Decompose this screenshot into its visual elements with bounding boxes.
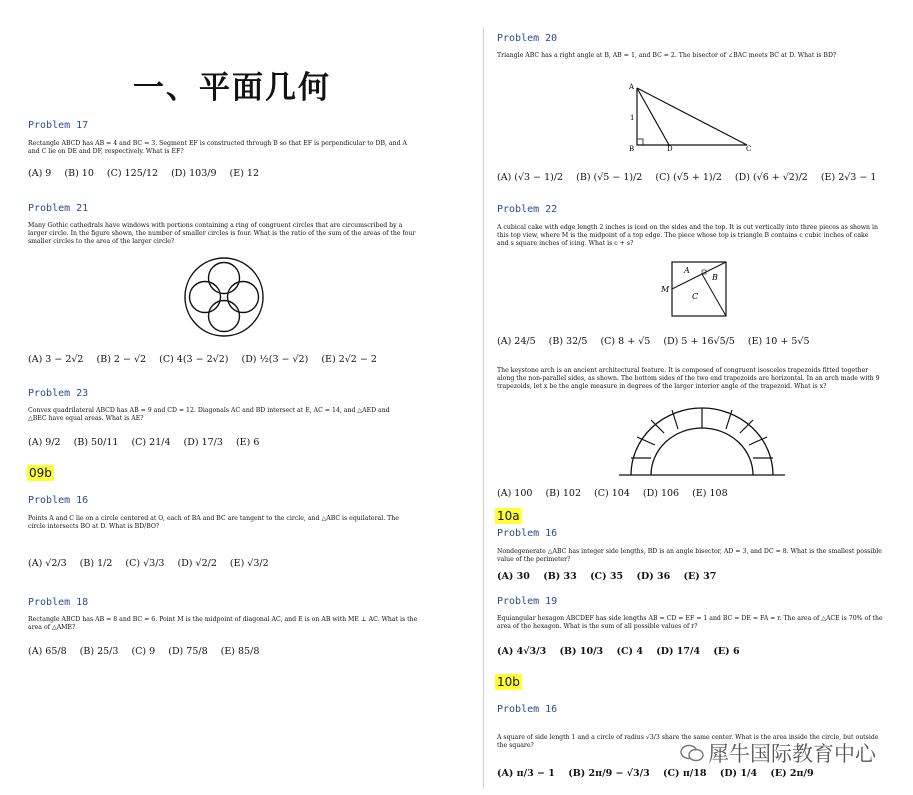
side-length-label: 1 (630, 114, 635, 122)
answer-e: (E) 2π/9 (770, 768, 814, 779)
answer-c: (C) π/18 (663, 768, 707, 779)
problem-19-text: Equiangular hexagon ABCDEF has side lengths AB = CD = EF = 1 and BC = DE = FA = r. The area of △ACE is 70% of the area of the hexagon. What is the sum of all possible values of r? (497, 615, 883, 631)
answer-d: (D) ½(3 − √2) (241, 354, 309, 365)
problem-21-answers (28, 354, 387, 365)
answer-a: (A) 30 (497, 571, 530, 582)
problem-20-label: Problem 20 (497, 33, 558, 44)
answer-d: (D) 106 (642, 488, 680, 499)
tag-10a: 10a (497, 509, 520, 523)
problem-17-label: Problem 17 (28, 120, 89, 131)
page-title: 一、平面几何 (133, 70, 331, 106)
problem-23-answers (28, 437, 269, 448)
answer-b: (B) 10/3 (559, 646, 604, 657)
midpoint-m-label: M (661, 285, 670, 294)
problem-19-label: Problem 19 (497, 596, 558, 607)
answer-d: (D) 75/8 (168, 646, 208, 657)
gothic-window-figure (183, 256, 265, 338)
problem-18-text: Rectangle ABCD has AB = 8 and BC = 6. Point M is the midpoint of diagonal AC, and E is on AB with ME ⊥ AC. What is the area of △AME? (28, 616, 418, 632)
vertex-c-label: C (746, 145, 752, 152)
problem-23-text: Convex quadrilateral ABCD has AB = 9 and CD = 12. Diagonals AC and BD intersect at E, AC = 14, and △AED and △BEC have equal areas. What is AE? (28, 407, 390, 423)
answer-c: (C) 35 (590, 571, 624, 582)
answer-a: (A) 4√3/3 (497, 646, 547, 657)
answer-a: (A) 65/8 (28, 646, 67, 657)
right-triangle-figure (625, 80, 755, 152)
answer-e: (E) 6 (713, 646, 740, 657)
answer-c: (C) 9 (131, 646, 156, 657)
answer-d: (D) 17/3 (183, 437, 223, 448)
problem-22-label: Problem 22 (497, 204, 558, 215)
answer-e: (E) 2√2 − 2 (321, 354, 377, 365)
answer-e: (E) 10 + 5√5 (747, 336, 810, 347)
answer-a: (A) π/3 − 1 (497, 768, 555, 779)
answer-a: (A) 24/5 (497, 336, 536, 347)
answer-e: (E) 85/8 (220, 646, 260, 657)
chat-bubble-icon (680, 744, 704, 762)
problem-16a-label: Problem 16 (497, 528, 558, 539)
problem-16-text: Points A and C lie on a circle centered at O, each of BA and BC are tangent to the circle, and △ABC is equilateral. The circle intersects BO at D. What is BD/BO? (28, 515, 399, 531)
problem-16a-text: Nondegenerate △ABC has integer side lengths, BD is an angle bisector, AD = 3, and DC = 8. What is the smallest possible value of the perimeter? (497, 548, 882, 564)
answer-a: (A) 100 (497, 488, 533, 499)
answer-d: (D) 1/4 (719, 768, 758, 779)
answer-a: (A) √2/3 (28, 558, 67, 569)
answer-b: (B) 102 (545, 488, 582, 499)
answer-c: (C) 104 (594, 488, 630, 499)
tag-10b: 10b (497, 675, 520, 689)
answer-b: (B) 1/2 (79, 558, 113, 569)
keystone-problem-text: The keystone arch is an ancient architectural feature. It is composed of congruent isosceles trapezoids fitted together along the non-parallel sides, as shown. The bottom sides of the two end trapezoids are horizontal. In an arch made with 9 trapezoids, let x be the angle measure in degrees of the larger interior angle of the trapezoid. What is x? (497, 367, 880, 391)
answer-b: (B) 50/11 (73, 437, 119, 448)
answer-a: (A) 9 (28, 168, 52, 179)
answer-e: (E) 2√3 − 1 (820, 172, 877, 183)
answer-b: (B) 25/3 (79, 646, 119, 657)
keystone-arch-figure (617, 405, 787, 477)
answer-b: (B) 2 − √2 (96, 354, 147, 365)
problem-22-answers (497, 336, 820, 347)
answer-d: (D) 103/9 (171, 168, 217, 179)
answer-b: (B) 10 (64, 168, 94, 179)
tag-09b: 09b (29, 466, 52, 480)
problem-23-label: Problem 23 (28, 388, 89, 399)
answer-d: (D) √2/2 (177, 558, 217, 569)
answer-e: (E) 37 (683, 571, 717, 582)
answer-e: (E) √3/2 (229, 558, 269, 569)
answer-c: (C) 125/12 (106, 168, 159, 179)
problem-20-answers (497, 172, 886, 183)
answer-d: (D) 36 (636, 571, 671, 582)
answer-e: (E) 6 (235, 437, 260, 448)
problem-17-text: Rectangle ABCD has AB = 4 and BC = 3. Segment EF is constructed through B so that EF is perpendicular to DB, and A and C lie on DE and DF, respectively. What is EF? (28, 140, 407, 156)
answer-a: (A) 3 − 2√2 (28, 354, 84, 365)
watermark (680, 738, 876, 768)
answer-c: (C) (√5 + 1)/2 (655, 172, 722, 183)
problem-16b-answers (497, 768, 824, 779)
problem-16b-text: A square of side length 1 and a circle of radius √3/3 share the same center. What is the area inside the circle, but outside the square? (497, 734, 879, 750)
problem-18-label: Problem 18 (28, 597, 89, 608)
problem-16a-answers (497, 571, 726, 582)
answer-b: (B) 32/5 (548, 336, 588, 347)
keystone-answers (497, 488, 738, 499)
problem-19-answers (497, 646, 750, 657)
problem-21-text: Many Gothic cathedrals have windows with portions containing a ring of congruent circles that are circumscribed by a larger circle. In the figure shown, the number of smaller circles is four. What is the ratio of the sum of the areas of the four smaller circles to the area of the larger circle? (28, 222, 416, 246)
vertex-b-label: B (629, 145, 635, 152)
answer-d: (D) (√6 + √2)/2 (734, 172, 808, 183)
region-b-label: B (712, 273, 718, 282)
column-divider (483, 28, 484, 788)
watermark-text: 犀牛国际教育中心 (708, 742, 876, 766)
answer-c: (C) 21/4 (131, 437, 171, 448)
problem-17-answers (28, 168, 269, 179)
answer-c: (C) √3/3 (125, 558, 165, 569)
problem-18-answers (28, 646, 269, 657)
answer-e: (E) 12 (229, 168, 260, 179)
problem-16b-label: Problem 16 (497, 704, 558, 715)
answer-c: (C) 4 (616, 646, 643, 657)
answer-e: (E) 108 (692, 488, 728, 499)
answer-c: (C) 8 + √5 (600, 336, 651, 347)
cake-top-view-figure (658, 258, 730, 320)
answer-d: (D) 17/4 (656, 646, 701, 657)
answer-b: (B) (√5 − 1)/2 (576, 172, 643, 183)
region-a-label: A (684, 266, 690, 275)
problem-16-answers (28, 558, 279, 569)
problem-21-label: Problem 21 (28, 203, 89, 214)
answer-a: (A) (√3 − 1)/2 (497, 172, 564, 183)
answer-d: (D) 5 + 16√5/5 (663, 336, 735, 347)
problem-16-label: Problem 16 (28, 495, 89, 506)
answer-c: (C) 4(3 − 2√2) (159, 354, 229, 365)
answer-b: (B) 33 (543, 571, 577, 582)
region-c-label: C (692, 292, 699, 301)
vertex-a-label: A (629, 83, 635, 91)
answer-a: (A) 9/2 (28, 437, 61, 448)
problem-20-text: Triangle ABC has a right angle at B, AB = 1, and BC = 2. The bisector of ∠BAC meets BC at D. What is BD? (497, 52, 837, 59)
vertex-d-label: D (667, 145, 673, 152)
answer-b: (B) 2π/9 − √3/3 (568, 768, 650, 779)
problem-22-text: A cubical cake with edge length 2 inches is iced on the sides and the top. It is cut vertically into three pieces as shown in this top view, where M is the midpoint of a top edge. The piece whose top is triangle B contains c cubic inches of cake and s square inches of icing. What is c + s? (497, 224, 878, 248)
